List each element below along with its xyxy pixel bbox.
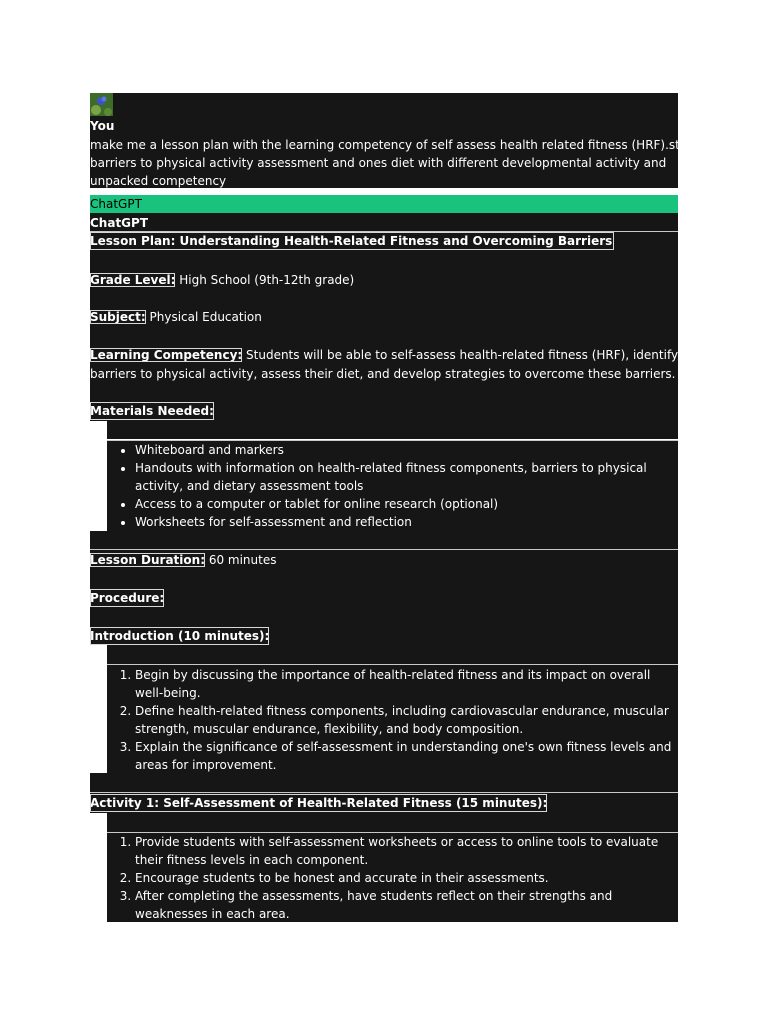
user-message-line: make me a lesson plan with the learning competency of self assess health related fitness (HRF).status (90, 138, 706, 152)
duration-label: Lesson Duration: (90, 553, 205, 567)
procedure-label: Procedure: (90, 591, 165, 605)
competency-row (90, 346, 678, 364)
grade-level-row (90, 271, 354, 289)
divider (90, 792, 678, 793)
list-item: • Worksheets for self-assessment and reflection (135, 513, 678, 531)
assistant-name: ChatGPT (90, 216, 149, 230)
duration-row (90, 551, 276, 569)
subject-label: Subject: (90, 310, 146, 324)
list-item: 2. Encourage students to be honest and accurate in their assessments. (135, 869, 678, 887)
avatar-image (90, 93, 113, 116)
subject-row (90, 308, 262, 326)
competency-text-continued: barriers to physical activity, assess their diet, and develop strategies to overcome these barriers. (90, 367, 676, 381)
list-item: 3. After completing the assessments, have students reflect on their strengths and weaknesses in each area. (135, 887, 678, 923)
divider (90, 549, 678, 550)
grade-level-label: Grade Level: (90, 273, 176, 287)
list-item: • Handouts with information on health-related fitness components, barriers to physical activity, and dietary assessment tools (135, 459, 678, 495)
list-spacer (107, 421, 678, 439)
intro-steps-list (107, 666, 678, 774)
lesson-title: Lesson Plan: Understanding Health-Related Fitness and Overcoming Barriers (90, 234, 613, 248)
competency-label: Learning Competency: (90, 348, 243, 362)
intro-label: Introduction (10 minutes): (90, 629, 270, 643)
list-spacer (107, 813, 678, 832)
list-item: • Access to a computer or tablet for online research (optional) (135, 495, 678, 513)
assistant-header-bar: ChatGPT (90, 195, 678, 213)
grade-level-value: High School (9th-12th grade) (175, 273, 355, 287)
activity1-label: Activity 1: Self-Assessment of Health-Related Fitness (15 minutes): (90, 796, 548, 810)
user-message-line: barriers to physical activity assessment and ones diet with different developmental activity and (90, 156, 667, 170)
list-item: 3. Explain the significance of self-assessment in understanding one's own fitness levels and areas for improvement. (135, 738, 678, 774)
user-avatar (90, 93, 113, 116)
user-name: You (90, 119, 115, 133)
list-item: 2. Define health-related fitness components, including cardiovascular endurance, muscular strength, muscular endurance, flexibility, and body composition. (135, 702, 678, 738)
list-item: 1. Provide students with self-assessment worksheets or access to online tools to evaluate their fitness levels in each component. (135, 833, 678, 869)
duration-value: 60 minutes (205, 553, 277, 567)
user-message-line: unpacked competency (90, 174, 227, 188)
materials-list (107, 441, 678, 531)
list-item: 1. Begin by discussing the importance of health-related fitness and its impact on overall well-being. (135, 666, 678, 702)
competency-text: Students will be able to self-assess health-related fitness (HRF), identify (242, 348, 679, 362)
subject-value: Physical Education (145, 310, 262, 324)
list-item: • Whiteboard and markers (135, 441, 678, 459)
list-spacer (107, 645, 678, 664)
materials-label: Materials Needed: (90, 404, 214, 418)
activity1-steps-list (107, 833, 678, 923)
